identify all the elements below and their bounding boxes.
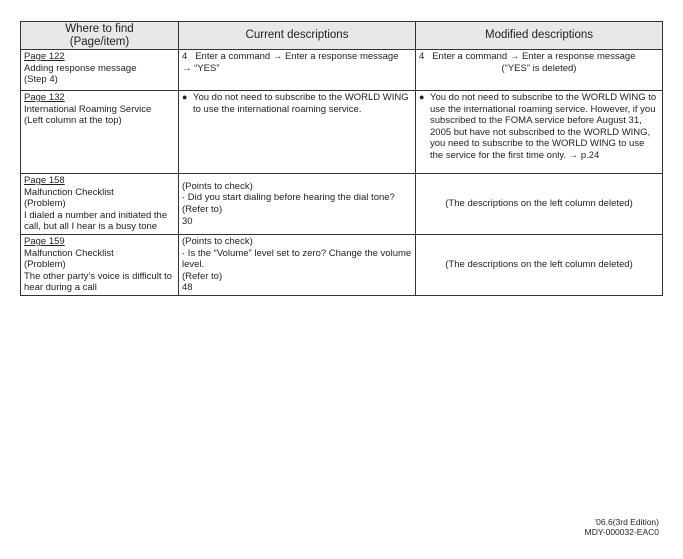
check-item: · Did you start dialing before hearing the dial tone? <box>182 192 395 204</box>
item-text: (Step 4) <box>24 74 58 86</box>
modified-text: 4 Enter a command → Enter a response message <box>419 51 636 62</box>
refer-to: (Refer to) <box>182 270 223 282</box>
bullet-item <box>419 92 659 162</box>
item-text: Adding response message <box>24 62 137 74</box>
errata-table <box>20 21 663 296</box>
modified-cell: (The descriptions on the left column deleted) <box>416 235 663 296</box>
item-text: Malfunction Checklist <box>24 247 114 259</box>
modified-text: You do not need to subscribe to the WORLD WING to use the international roaming service. However, if you subscribed to the FOMA service before August 31, 2005 but have not subscribed to the WORLD WING, you need to subscribe to the WORLD WING to use the service for the first time only. → p.24 <box>430 92 657 161</box>
header-where-line2: (Page/item) <box>69 35 130 48</box>
document-code: MDY-000032-EAC0 <box>584 527 659 537</box>
edition-label: ’06.6(3rd Edition) <box>594 517 659 527</box>
where-cell <box>21 50 179 91</box>
item-text: (Problem) <box>24 259 66 271</box>
points-to-check: (Points to check) <box>182 180 253 192</box>
current-cell <box>179 91 416 174</box>
points-to-check: (Points to check) <box>182 236 253 247</box>
current-text: You do not need to subscribe to the WORLD WING to use the international roaming service. <box>193 92 409 115</box>
header-current: Current descriptions <box>179 22 416 50</box>
page-reference: Page 132 <box>24 92 65 103</box>
page-reference: Page 122 <box>24 51 65 62</box>
modified-text: (“YES” is deleted) <box>501 62 577 74</box>
where-cell <box>21 174 179 235</box>
current-text: 4 Enter a command → Enter a response message <box>182 51 399 62</box>
modified-cell <box>416 91 663 174</box>
current-cell <box>179 235 416 296</box>
header-row <box>21 22 663 50</box>
footer <box>585 517 659 537</box>
current-text: → “YES” <box>182 62 220 74</box>
bullet-dot-icon: ● <box>182 92 188 102</box>
item-text: The other party’s voice is difficult to hear during a call <box>24 270 173 294</box>
where-cell <box>21 91 179 174</box>
item-text: I dialed a number and initiated the call, but all I hear is a busy tone <box>24 209 168 233</box>
header-modified: Modified descriptions <box>416 22 663 50</box>
refer-page: 30 <box>182 215 193 227</box>
current-cell <box>179 50 416 91</box>
table-row <box>21 50 663 91</box>
current-cell <box>179 174 416 235</box>
page-reference: Page 159 <box>24 236 65 247</box>
check-item: · Is the “Volume” level set to zero? Change the volume level. <box>182 247 412 271</box>
item-text: (Left column at the top) <box>24 115 122 127</box>
bullet-item <box>182 92 412 115</box>
table-row <box>21 235 663 296</box>
bullet-dot-icon: ● <box>419 92 425 102</box>
page-reference: Page 158 <box>24 175 65 186</box>
refer-page: 48 <box>182 282 193 294</box>
header-where-to-find <box>21 22 179 50</box>
refer-to: (Refer to) <box>182 204 223 215</box>
header-where-line1: Where to find <box>65 22 134 35</box>
table-row <box>21 91 663 174</box>
item-text: (Problem) <box>24 198 66 210</box>
where-cell <box>21 235 179 296</box>
modified-cell: (The descriptions on the left column deleted) <box>416 174 663 235</box>
item-text: Malfunction Checklist <box>24 186 114 198</box>
item-text: International Roaming Service <box>24 103 152 115</box>
table-row <box>21 174 663 235</box>
modified-cell <box>416 50 663 91</box>
